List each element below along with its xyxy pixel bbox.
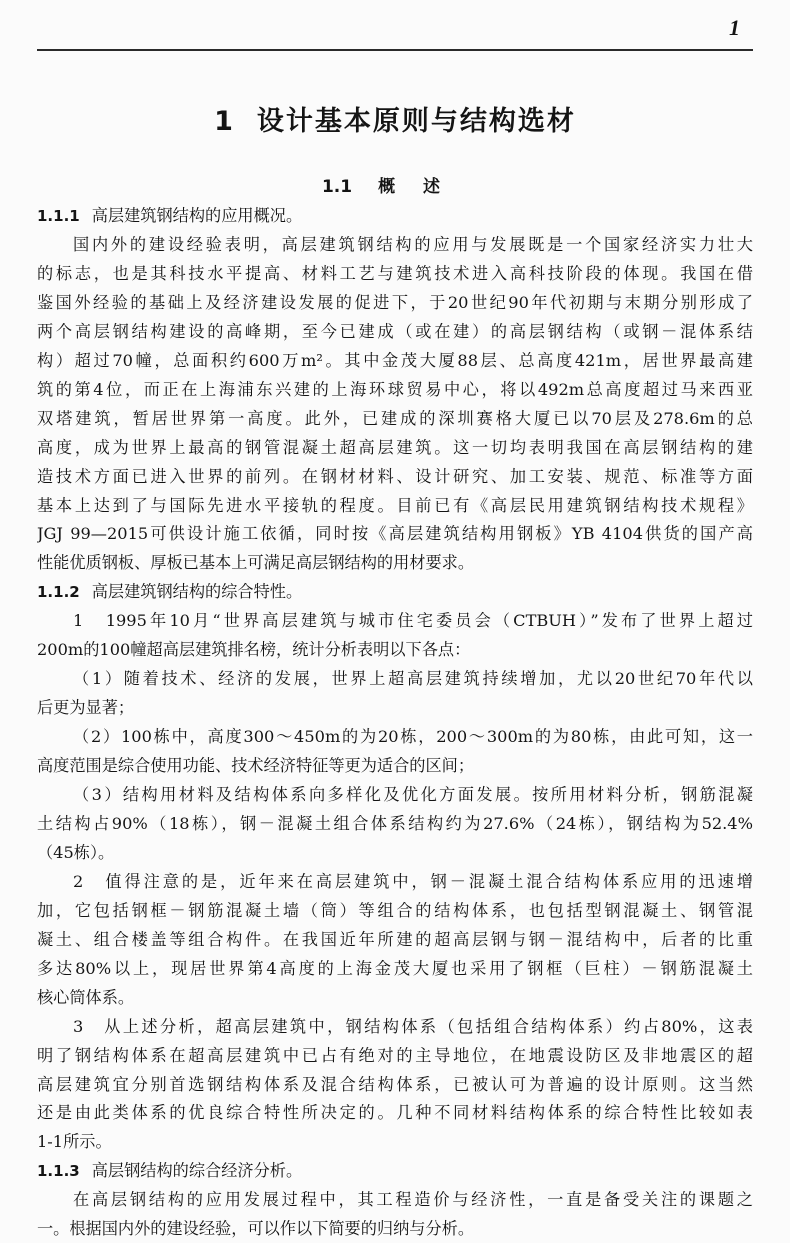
subsection-heading xyxy=(37,201,753,230)
line-text: 高度范围是综合使用功能、技术经济特征等更为适合的区间； xyxy=(37,756,475,776)
line-text: 鉴国外经验的基础上及经济建设发展的促进下，于20世纪90年代初期与末期分别形成了 xyxy=(37,292,753,312)
paragraph-line xyxy=(37,635,753,664)
paragraph-line xyxy=(37,1185,753,1214)
paragraph-line xyxy=(37,664,753,693)
line-text: 性能优质钢板、厚板已基本上可满足高层钢结构的用材要求。 xyxy=(37,553,475,573)
paragraph-line xyxy=(37,1098,753,1127)
paragraph-line xyxy=(37,404,753,433)
paragraph-line xyxy=(37,346,753,375)
line-text: （3）结构用材料及结构体系向多样化及优化方面发展。按所用材料分析，钢筋混凝 xyxy=(73,785,753,804)
line-text: 国内外的建设经验表明，高层建筑钢结构的应用与发展既是一个国家经济实力壮大 xyxy=(73,234,753,254)
line-text: 多达80%以上，现居世界第4高度的上海金茂大厦也采用了钢框（巨柱）－钢筋混凝土 xyxy=(37,958,753,978)
paragraph-line xyxy=(37,288,753,317)
line-text: JGJ 99—2015可供设计施工依循，同时按《高层建筑结构用钢板》YB 4104供货的国产高 xyxy=(37,524,753,544)
line-text: 筑的第4位，而正在上海浦东兴建的上海环球贸易中心，将以492m总高度超过马来西亚 xyxy=(37,379,753,399)
paragraph-line xyxy=(37,548,753,577)
paragraph-line xyxy=(37,519,753,548)
paragraph-line xyxy=(37,751,753,780)
line-text: 200m的100幢超高层建筑排名榜，统计分析表明以下各点： xyxy=(37,640,471,660)
paragraph-line xyxy=(37,375,753,404)
paragraph-line xyxy=(37,867,753,896)
header-rule xyxy=(37,49,753,51)
line-text: 加，它包括钢框－钢筋混凝土墙（筒）等组合的结构体系，也包括型钢混凝土、钢管混 xyxy=(37,900,753,920)
line-text: 造技术方面已进入世界的前列。在钢材材料、设计研究、加工安装、规范、标准等方面 xyxy=(37,466,753,486)
section-title-text: 概述 xyxy=(378,177,469,197)
paragraph-line xyxy=(37,491,753,520)
line-text: （1）随着技术、经济的发展，世界上超高层建筑持续增加，尤以20世纪70年代以 xyxy=(73,669,753,689)
line-text: 土结构占90%（18栋），钢－混凝土组合体系结构约为27.6%（24栋），钢结构为52.4% xyxy=(37,813,753,833)
chapter-title-text: 设计基本原则与结构选材 xyxy=(256,106,576,137)
line-text: 核心筒体系。 xyxy=(37,987,135,1007)
paragraph-line xyxy=(37,925,753,954)
line-text: 高层建筑钢结构的应用概况。 xyxy=(91,206,303,225)
line-text: 1 1995年10月“世界高层建筑与城市住宅委员会（CTBUH）”发布了世界上超过 xyxy=(73,611,753,631)
page-number: 1 xyxy=(729,15,740,40)
paragraph-line xyxy=(37,722,753,751)
line-text: 还是由此类体系的优良综合特性所决定的。几种不同材料结构体系的综合特性比较如表 xyxy=(37,1103,753,1123)
paragraph-line xyxy=(37,838,753,867)
paragraph-line xyxy=(37,693,753,722)
paragraph-line xyxy=(37,433,753,462)
line-text: 的标志，也是其科技水平提高、材料工艺与建筑技术进入高科技阶段的体现。我国在借 xyxy=(37,263,753,283)
paragraph-line xyxy=(37,317,753,346)
section-number: 1.1 xyxy=(321,177,353,197)
line-text: 高层建筑钢结构的综合特性。 xyxy=(91,582,303,602)
line-text: （45栋）。 xyxy=(37,842,115,862)
line-text: 1-1所示。 xyxy=(37,1132,112,1152)
line-text: 高度，成为世界上最高的钢管混凝土超高层建筑。这一切均表明我国在高层钢结构的建 xyxy=(37,437,753,457)
paragraph-line xyxy=(37,1012,753,1041)
subsection-heading xyxy=(37,1156,753,1185)
line-text: 明了钢结构体系在超高层建筑中已占有绝对的主导地位，在地震设防区及非地震区的超 xyxy=(37,1045,753,1065)
paragraph-line xyxy=(37,1127,753,1156)
section-title xyxy=(0,174,790,200)
line-text: 2 值得注意的是，近年来在高层建筑中，钢－混凝土混合结构体系应用的迅速增 xyxy=(73,871,753,891)
paragraph-line xyxy=(37,606,753,635)
line-text: 构）超过70幢，总面积约600万m²。其中金茂大厦88层、总高度421m，居世界最高建 xyxy=(37,350,753,370)
subsection-number: 1.1.1 xyxy=(37,207,80,225)
line-text: 3 从上述分析，超高层建筑中，钢结构体系（包括组合结构体系）约占80%，这表 xyxy=(73,1016,753,1036)
paragraph-line xyxy=(37,896,753,925)
line-text: 后更为显著； xyxy=(37,698,135,718)
line-text: 凝土、组合楼盖等组合构件。在我国近年所建的超高层钢与钢－混结构中，后者的比重 xyxy=(37,929,753,949)
paragraph-line xyxy=(37,230,753,259)
line-text: 双塔建筑，暂居世界第一高度。此外，已建成的深圳赛格大厦已以70层及278.6m的总 xyxy=(37,408,753,428)
paragraph-line xyxy=(37,780,753,809)
line-text: （2）100栋中，高度300～450m的为20栋，200～300m的为80栋，由此可知，这一 xyxy=(73,727,753,747)
chapter-number: 1 xyxy=(214,106,235,137)
paragraph-line xyxy=(37,954,753,983)
paragraph-line xyxy=(37,809,753,838)
paragraph-line xyxy=(37,1041,753,1070)
paragraph-line xyxy=(37,1214,753,1243)
line-text: 高层建筑宜分别首选钢结构体系及混合结构体系，已被认可为普遍的设计原则。这当然 xyxy=(37,1074,753,1094)
line-text: 基本上达到了与国际先进水平接轨的程度。目前已有《高层民用建筑钢结构技术规程》 xyxy=(37,495,753,515)
line-text: 高层钢结构的综合经济分析。 xyxy=(91,1161,303,1181)
line-text: 在高层钢结构的应用发展过程中，其工程造价与经济性，一直是备受关注的课题之 xyxy=(73,1190,753,1210)
chapter-title xyxy=(0,102,790,142)
line-text: 两个高层钢结构建设的高峰期，至今已建成（或在建）的高层钢结构（或钢－混体系结 xyxy=(37,321,753,341)
paragraph-line xyxy=(37,462,753,491)
subsection-number: 1.1.3 xyxy=(37,1162,80,1181)
paragraph-line xyxy=(37,1070,753,1099)
line-text: 一。根据国内外的建设经验，可以作以下简要的归纳与分析。 xyxy=(37,1219,475,1239)
paragraph-line xyxy=(37,983,753,1012)
paragraph-line xyxy=(37,259,753,288)
subsection-number: 1.1.2 xyxy=(37,583,80,602)
subsection-heading xyxy=(37,577,753,606)
